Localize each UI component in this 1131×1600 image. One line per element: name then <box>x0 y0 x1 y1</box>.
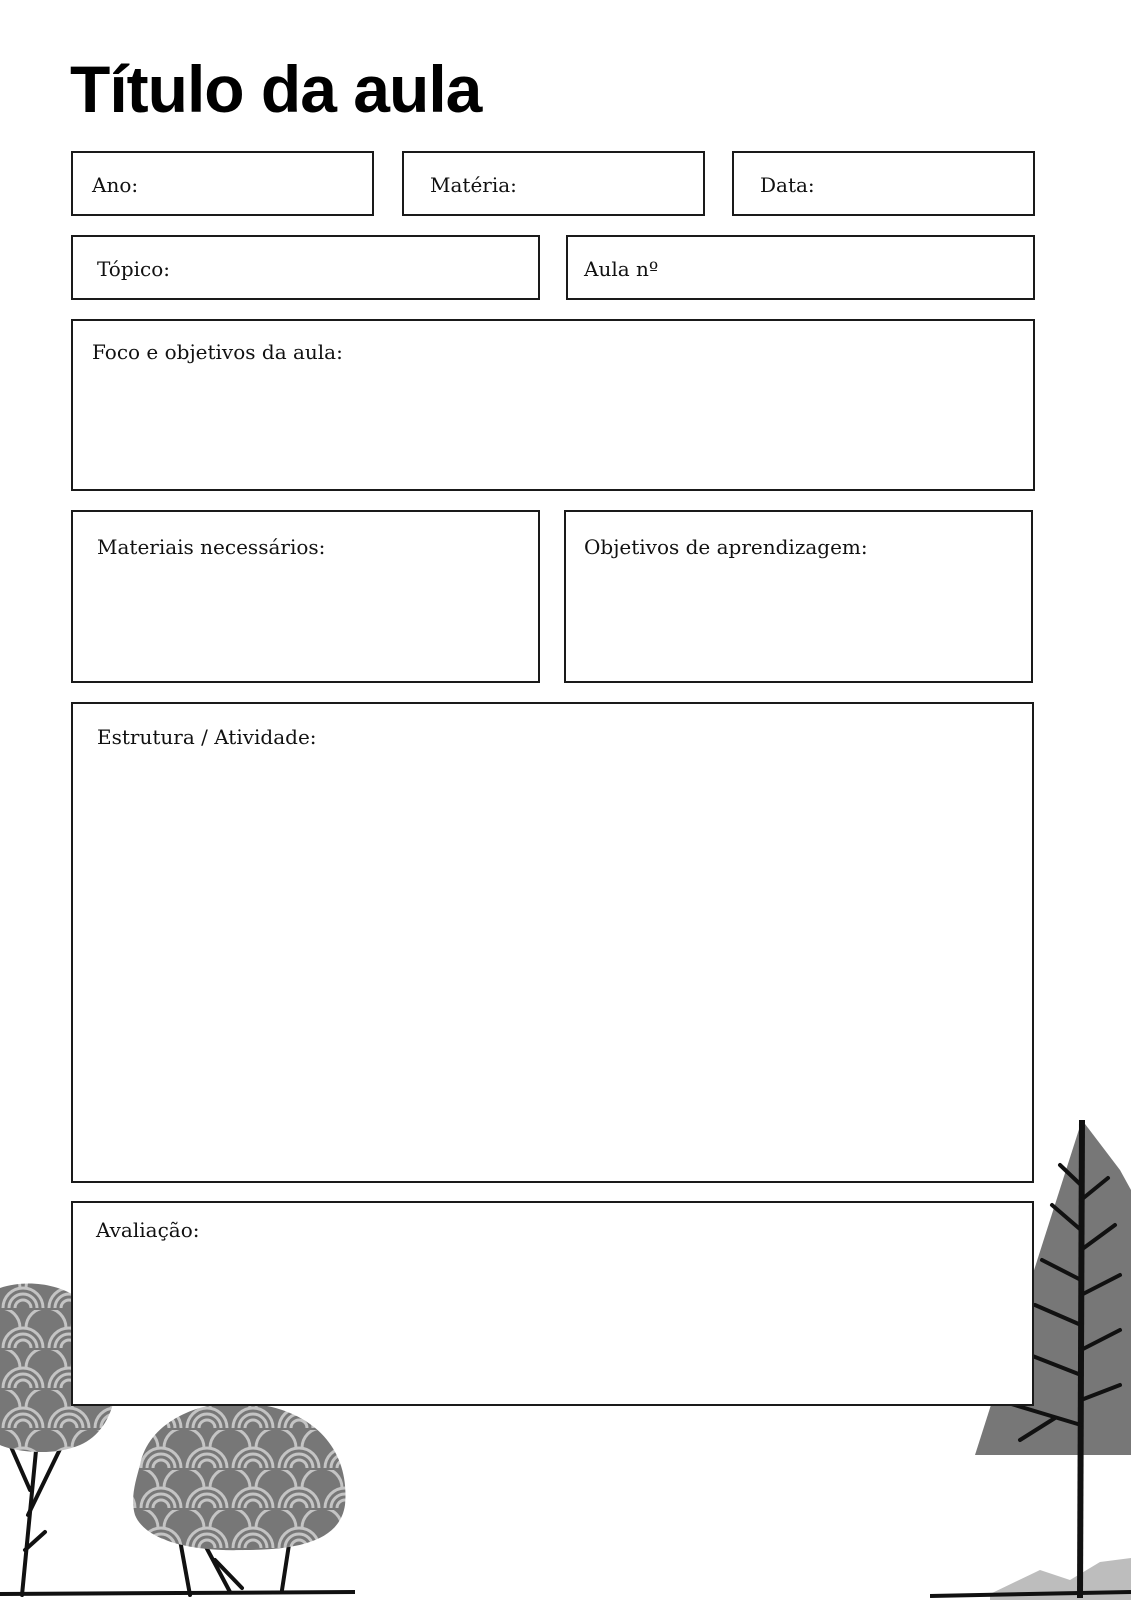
avaliacao-field[interactable] <box>71 1201 1034 1406</box>
avaliacao-label: Avaliação: <box>96 1218 200 1242</box>
data-label: Data: <box>760 173 815 197</box>
aula-numero-label: Aula nº <box>584 257 659 281</box>
foco-objetivos-field[interactable] <box>71 319 1035 491</box>
bush-crown-right <box>133 1403 345 1551</box>
materiais-field[interactable] <box>71 510 540 683</box>
materia-label: Matéria: <box>430 173 517 197</box>
materia-field[interactable] <box>402 151 705 216</box>
aula-numero-field[interactable] <box>566 235 1035 300</box>
materiais-label: Materiais necessários: <box>97 535 326 559</box>
ano-label: Ano: <box>92 173 139 197</box>
tree-trunk <box>1080 1120 1082 1598</box>
page-title: Título da aula <box>70 52 482 126</box>
foco-objetivos-label: Foco e objetivos da aula: <box>92 340 343 364</box>
ano-field[interactable] <box>71 151 374 216</box>
objetivos-aprendizagem-field[interactable] <box>564 510 1033 683</box>
estrutura-atividade-label: Estrutura / Atividade: <box>97 725 317 749</box>
topico-label: Tópico: <box>97 257 171 281</box>
topico-field[interactable] <box>71 235 540 300</box>
bush-trunk-left <box>8 1430 62 1595</box>
data-field[interactable] <box>732 151 1035 216</box>
estrutura-atividade-field[interactable] <box>71 702 1034 1183</box>
objetivos-aprendizagem-label: Objetivos de aprendizagem: <box>584 535 868 559</box>
ground-line-left <box>0 1592 355 1594</box>
